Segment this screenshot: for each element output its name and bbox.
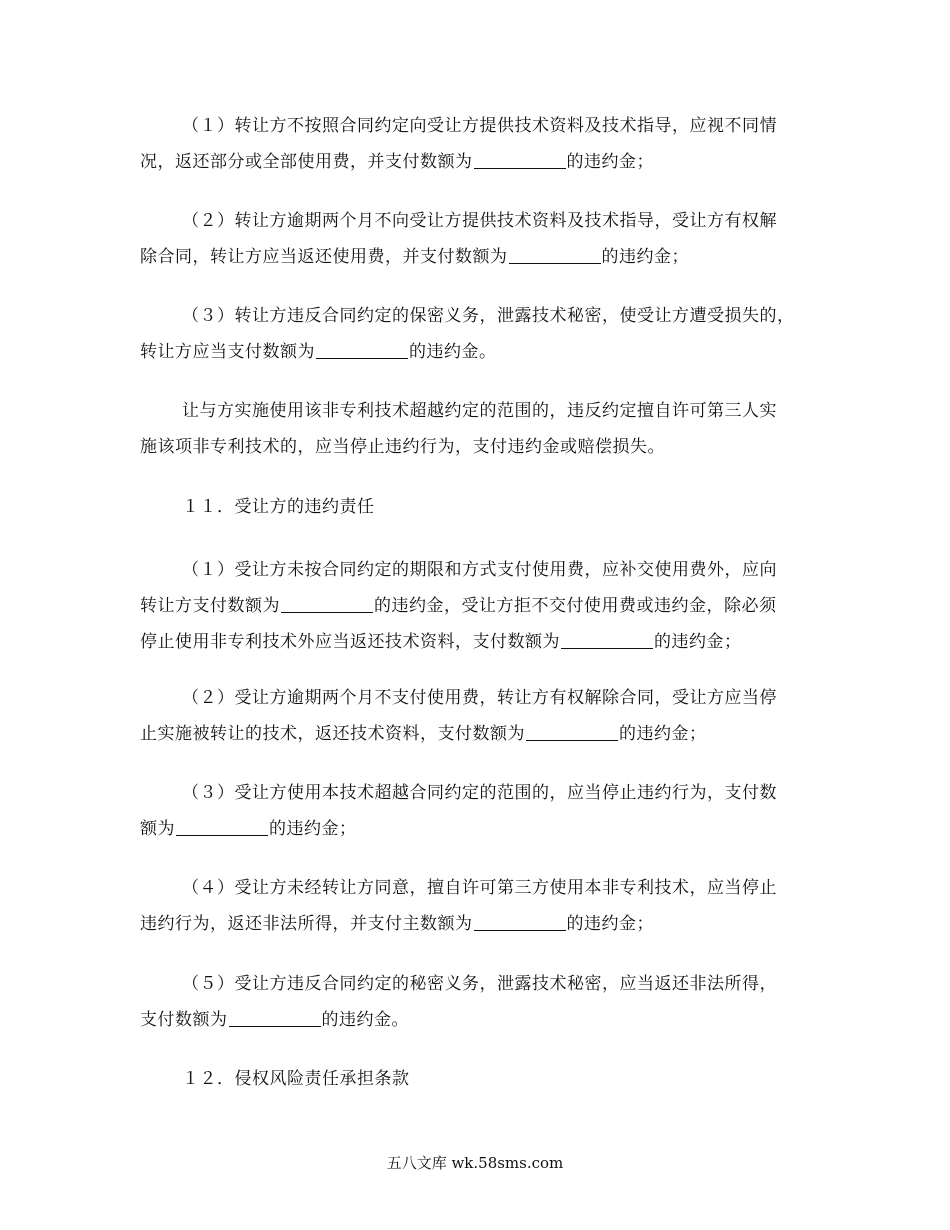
paragraph-7 [140, 680, 820, 752]
fill-in-blank [526, 724, 618, 741]
section-heading-12 [140, 1061, 820, 1097]
paragraph-line: 除合同，转让方应当返还使用费，并支付数额为 的违约金； [140, 247, 689, 267]
paragraph-3 [140, 298, 820, 370]
paragraph-line: 转让方支付数额为 的违约金，受让方拒不交付使用费或违约金，除必须 [140, 596, 777, 616]
paragraph-10 [140, 966, 820, 1038]
paragraph-line: 支付数额为 的违约金。 [140, 1010, 409, 1030]
fill-in-blank [561, 632, 653, 649]
paragraph-line: 况，返还部分或全部使用费，并支付数额为 的违约金； [140, 152, 654, 172]
paragraph-line: （３）转让方违反合同约定的保密义务，泄露技术秘密，使受让方遭受损失的， [182, 306, 795, 326]
fill-in-blank [316, 342, 408, 359]
paragraph-2 [140, 203, 820, 275]
fill-in-blank [509, 247, 601, 264]
fill-in-blank [474, 152, 566, 169]
fill-in-blank [281, 596, 373, 613]
paragraph-4 [140, 393, 820, 465]
paragraph-line: 转让方应当支付数额为 的违约金。 [140, 342, 497, 362]
paragraph-line: （２）受让方逾期两个月不支付使用费，转让方有权解除合同，受让方应当停 [182, 688, 777, 708]
paragraph-1 [140, 108, 820, 180]
paragraph-line: （４）受让方未经转让方同意，擅自许可第三方使用本非专利技术，应当停止 [182, 878, 777, 898]
paragraph-8 [140, 775, 820, 847]
paragraph-line: （３）受让方使用本技术超越合同约定的范围的，应当停止违约行为，支付数 [182, 783, 777, 803]
paragraph-line: 额为 的违约金； [140, 819, 357, 839]
paragraph-line: 违约行为，返还非法所得，并支付主数额为 的违约金； [140, 914, 654, 934]
heading-line: １１．受让方的违约责任 [182, 497, 375, 517]
paragraph-9 [140, 870, 820, 942]
paragraph-line: 让与方实施使用该非专利技术超越约定的范围的，违反约定擅自许可第三人实 [182, 401, 777, 421]
paragraph-line: 施该项非专利技术的，应当停止违约行为，支付违约金或赔偿损失。 [140, 437, 665, 457]
paragraph-line: 停止使用非专利技术外应当返还技术资料，支付数额为 的违约金； [140, 632, 742, 652]
paragraph-line: （１）受让方未按合同约定的期限和方式支付使用费，应补交使用费外，应向 [182, 560, 777, 580]
heading-line: １２．侵权风险责任承担条款 [182, 1069, 410, 1089]
paragraph-line: 止实施被转让的技术，返还技术资料，支付数额为 的违约金； [140, 724, 707, 744]
fill-in-blank [474, 914, 566, 931]
paragraph-line: （５）受让方违反合同约定的秘密义务，泄露技术秘密，应当返还非法所得， [182, 974, 777, 994]
section-heading-11 [140, 489, 820, 525]
fill-in-blank [229, 1010, 321, 1027]
paragraph-line: （２）转让方逾期两个月不向受让方提供技术资料及技术指导，受让方有权解 [182, 211, 777, 231]
paragraph-line: （１）转让方不按照合同约定向受让方提供技术资料及技术指导，应视不同情 [182, 116, 777, 136]
fill-in-blank [176, 819, 268, 836]
paragraph-6 [140, 552, 820, 660]
page-footer: 五八文库 wk.58sms.com [386, 1154, 564, 1172]
